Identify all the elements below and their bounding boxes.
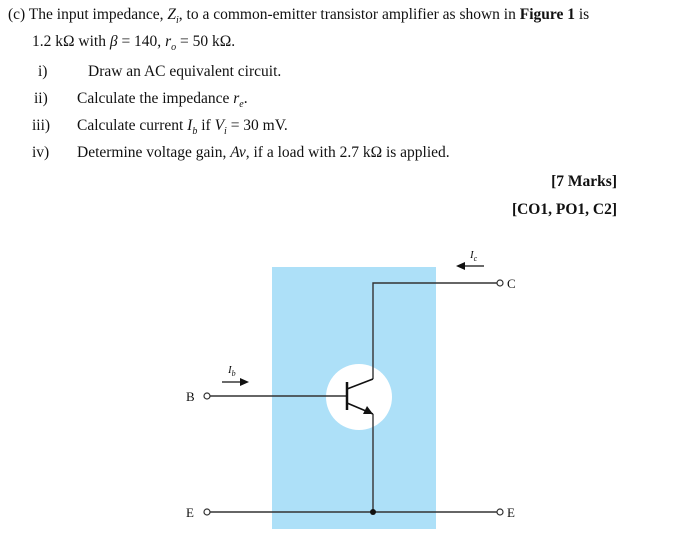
transistor-body-circle: [326, 364, 392, 430]
question-intro: (c) The input impedance, $Z_i$, to a common-emitter transistor amplifier as shown in Figure 1 is: [8, 6, 590, 27]
emitter-label-left: E: [186, 505, 194, 520]
base-label: B: [186, 389, 195, 404]
sub-question-iv: iv) Determine voltage gain, Av, if a load with 2.7 kΩ is applied.: [32, 144, 450, 161]
question-given-values: 1.2 kΩ with β = 140, $r_o = 50$ kΩ.: [32, 33, 236, 54]
sub-question-iii: iii) Calculate current $I_b$ if $V_i = 30$ mV.: [32, 117, 288, 138]
sub-question-ii: ii) Calculate the impedance $r_e$.: [34, 90, 248, 111]
ib-label: $I_b$: [228, 364, 236, 378]
sub-question-i: i) Draw an AC equivalent circuit.: [38, 63, 282, 80]
outcomes-label: [CO1, PO1, C2]: [511, 201, 617, 218]
emitter-label-right: E: [507, 505, 515, 520]
base-terminal: [204, 393, 210, 399]
ic-label: $I_c$: [470, 249, 478, 263]
collector-label: C: [507, 276, 516, 291]
collector-terminal: [497, 280, 503, 286]
emitter-terminal-right: [497, 509, 503, 515]
ic-arrow-head: [456, 262, 465, 270]
marks-label: [7 Marks]: [551, 173, 617, 190]
ib-arrow-head: [240, 378, 249, 386]
emitter-terminal-left: [204, 509, 210, 515]
emitter-node-dot: [370, 509, 376, 515]
